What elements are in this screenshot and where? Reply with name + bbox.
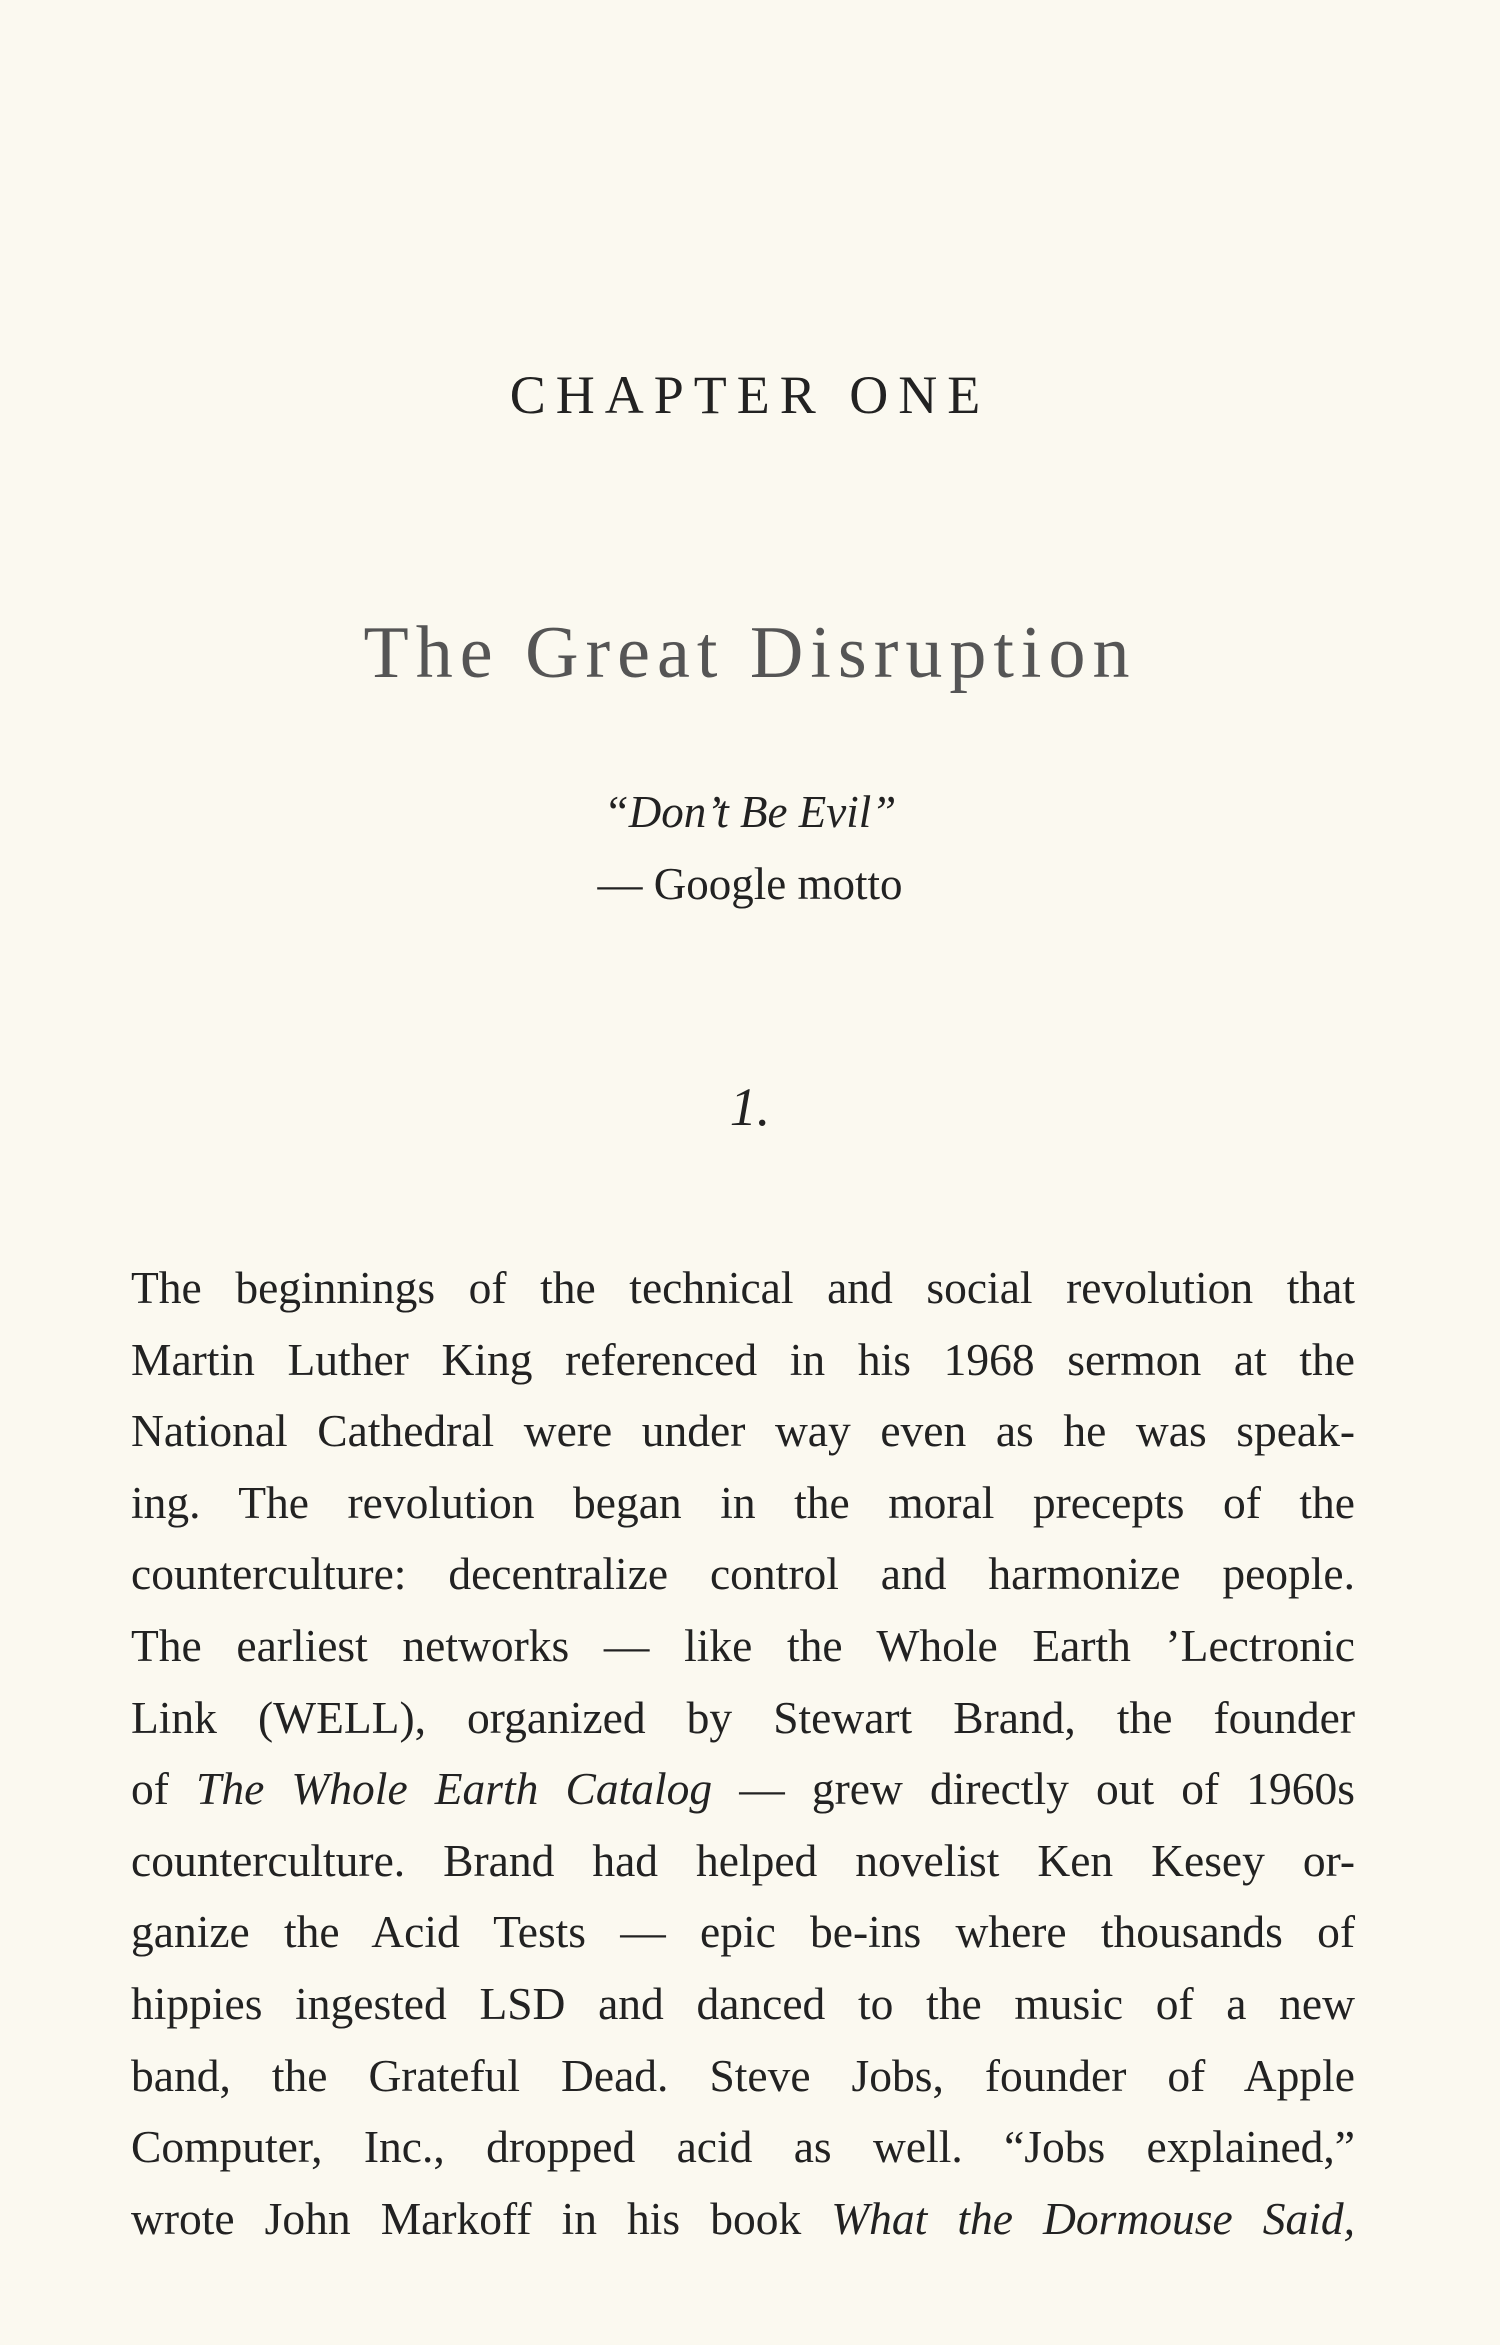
- body-text-run: wrote John Markoff in his book: [131, 2192, 832, 2244]
- body-line: Martin Luther King referenced in his 1968 sermon at the: [131, 1333, 1355, 1385]
- body-text-run: of: [131, 1763, 197, 1815]
- body-line: counterculture: decentralize control and harmonize people.: [131, 1548, 1355, 1600]
- body-line: hippies ingested LSD and danced to the music of a new: [131, 1977, 1355, 2029]
- chapter-label: CHAPTER ONE: [509, 365, 991, 425]
- body-line: counterculture. Brand had helped novelist Ken Kesey or-: [131, 1834, 1355, 1886]
- body-line: ganize the Acid Tests — epic be-ins where thousands of: [131, 1906, 1355, 1958]
- epigraph-attribution: — Google motto: [597, 859, 903, 909]
- body-line: band, the Grateful Dead. Steve Jobs, founder of Apple: [131, 2049, 1355, 2101]
- book-title-italic: What the Dormouse Said,: [831, 2192, 1355, 2244]
- body-line: [131, 2183, 1355, 2255]
- body-text-run: — grew directly out of 1960s: [712, 1763, 1356, 1815]
- book-title-italic: The Whole Earth Catalog: [196, 1763, 713, 1815]
- body-line: National Cathedral were under way even as he was speak-: [131, 1405, 1355, 1457]
- body-line: [131, 1753, 1355, 1825]
- body-line: The beginnings of the technical and social revolution that: [131, 1262, 1355, 1313]
- body-line: The earliest networks — like the Whole Earth ’Lectronic: [131, 1619, 1355, 1671]
- body-line: Link (WELL), organized by Stewart Brand, the founder: [131, 1691, 1355, 1743]
- section-number: 1.: [729, 1077, 771, 1137]
- epigraph-quote: “Don’t Be Evil”: [603, 787, 897, 837]
- body-line: ing. The revolution began in the moral precepts of the: [131, 1476, 1355, 1528]
- body-line: Computer, Inc., dropped acid as well. “Jobs explained,”: [131, 2121, 1355, 2173]
- chapter-title: The Great Disruption: [363, 612, 1137, 694]
- body-paragraph: [131, 1252, 1355, 2254]
